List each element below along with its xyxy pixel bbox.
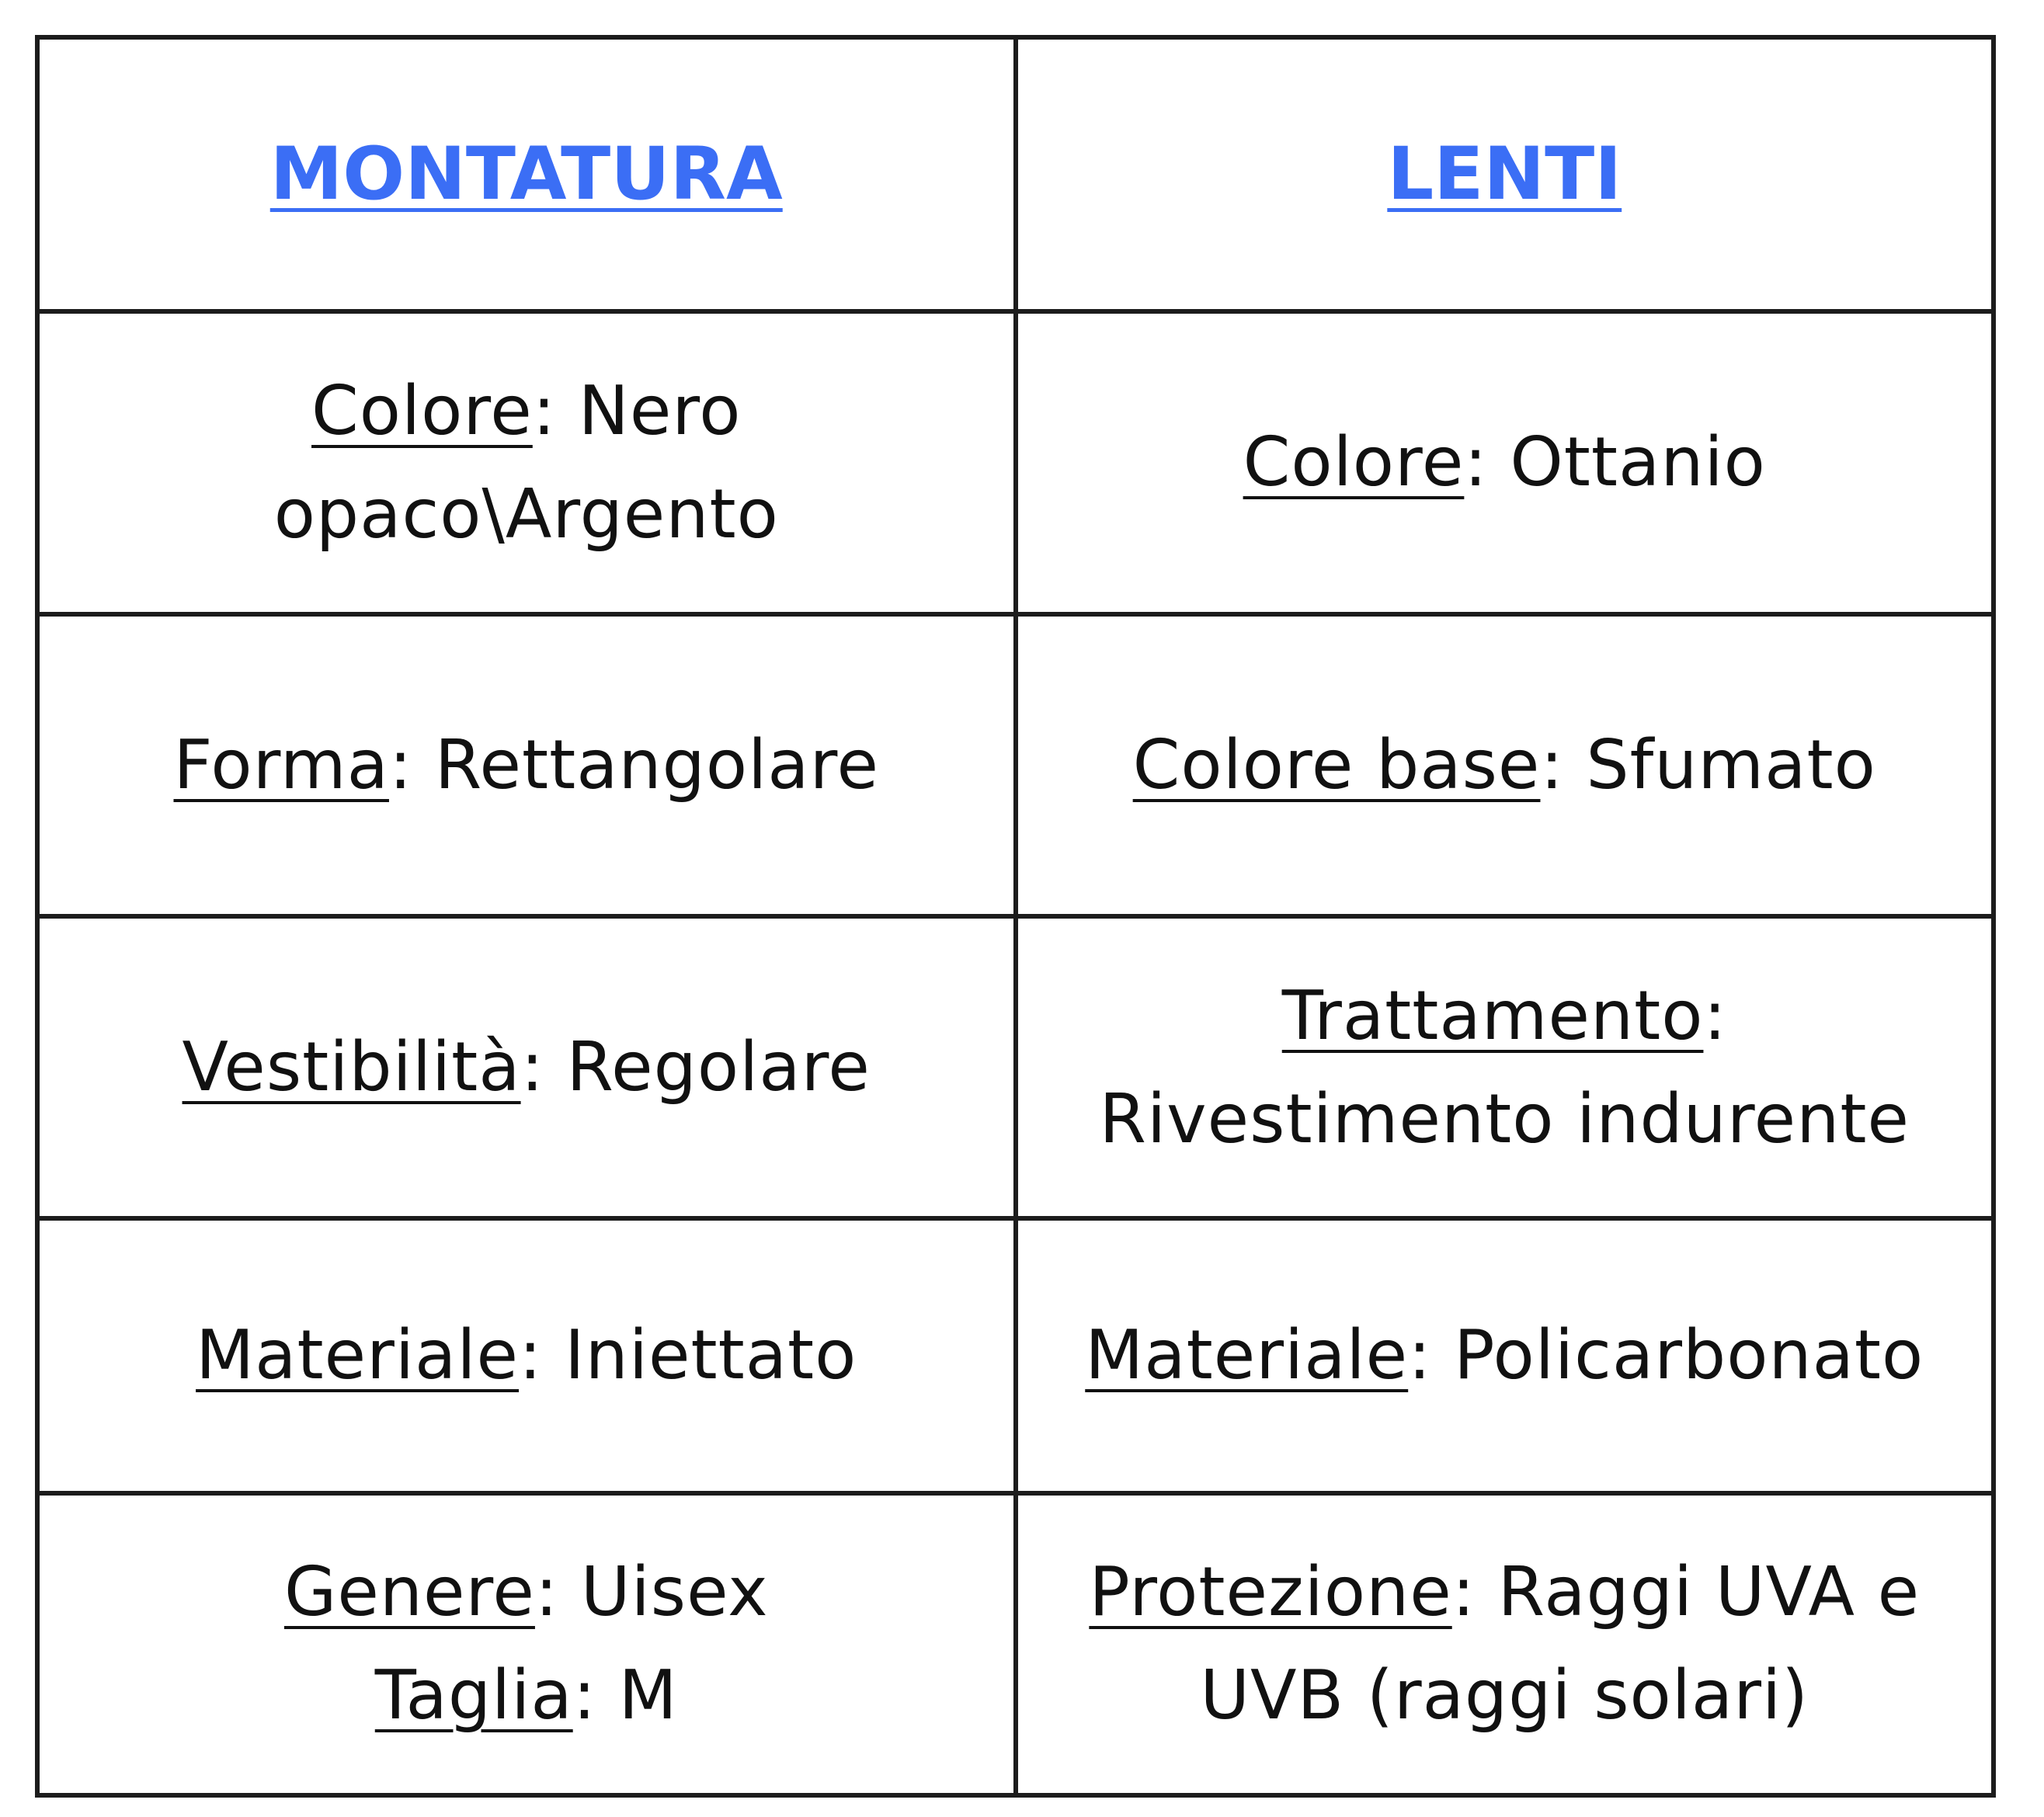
lenti-colore-key: Colore — [1243, 422, 1465, 502]
lenti-colore-base-cell — [1016, 614, 1994, 916]
montatura-forma-value: : Rettangolare — [388, 724, 879, 804]
table-row — [37, 311, 1994, 613]
montatura-forma-key: Forma — [173, 724, 389, 804]
lenti-protezione-key: Protezione — [1089, 1552, 1452, 1632]
montatura-materiale-cell — [37, 1218, 1016, 1492]
montatura-genere-value: : Uisex — [534, 1552, 769, 1632]
montatura-materiale-key: Materiale — [196, 1315, 520, 1395]
montatura-taglia-key: Taglia — [374, 1655, 573, 1735]
lenti-trattamento-line2: Rivestimento indurente — [1099, 1079, 1910, 1159]
lenti-protezione-value: : Raggi UVA e — [1451, 1552, 1921, 1632]
montatura-colore-key: Colore — [311, 370, 533, 450]
lenti-protezione-cell — [1016, 1493, 1994, 1795]
montatura-colore-line1 — [55, 360, 998, 463]
montatura-vestibilita-key: Vestibilità — [182, 1027, 521, 1107]
montatura-vestibilita-value: : Regolare — [520, 1027, 871, 1107]
montatura-genere-line — [55, 1541, 998, 1644]
lenti-trattamento-cell — [1016, 916, 1994, 1218]
header-cell-lenti — [1016, 37, 1994, 311]
montatura-taglia-line — [55, 1644, 998, 1747]
montatura-vestibilita-cell — [37, 916, 1016, 1218]
lenti-protezione-line2: UVB (raggi solari) — [1200, 1655, 1809, 1735]
header-lenti-link[interactable]: LENTI — [1387, 132, 1622, 217]
montatura-colore-cell — [37, 311, 1016, 613]
lenti-colore-base-value: : Sfumato — [1540, 724, 1876, 804]
lenti-colore-cell — [1016, 311, 1994, 613]
montatura-genere-key: Genere — [283, 1552, 535, 1632]
montatura-forma-cell — [37, 614, 1016, 916]
lenti-trattamento-colon: : — [1703, 975, 1727, 1055]
table-row — [37, 916, 1994, 1218]
lenti-protezione-line1 — [1034, 1541, 1976, 1644]
montatura-colore-line2: opaco\Argento — [273, 474, 779, 554]
product-spec-table — [35, 35, 1996, 1798]
table-row — [37, 1493, 1994, 1795]
montatura-materiale-value: : Iniettato — [519, 1315, 857, 1395]
lenti-colore-value: : Ottanio — [1464, 422, 1766, 502]
header-montatura-link[interactable]: MONTATURA — [269, 132, 783, 217]
lenti-materiale-key: Materiale — [1085, 1315, 1409, 1395]
lenti-colore-base-key: Colore base — [1132, 724, 1541, 804]
lenti-materiale-cell — [1016, 1218, 1994, 1492]
lenti-materiale-value: : Policarbonato — [1408, 1315, 1924, 1395]
table-row — [37, 1218, 1994, 1492]
montatura-taglia-value: : M — [572, 1655, 678, 1735]
table-header-row — [37, 37, 1994, 311]
table-row — [37, 614, 1994, 916]
lenti-trattamento-line1 — [1034, 964, 1976, 1068]
header-cell-montatura — [37, 37, 1016, 311]
montatura-genere-taglia-cell — [37, 1493, 1016, 1795]
montatura-colore-value: : Nero — [532, 370, 742, 450]
lenti-trattamento-key: Trattamento — [1281, 975, 1704, 1055]
